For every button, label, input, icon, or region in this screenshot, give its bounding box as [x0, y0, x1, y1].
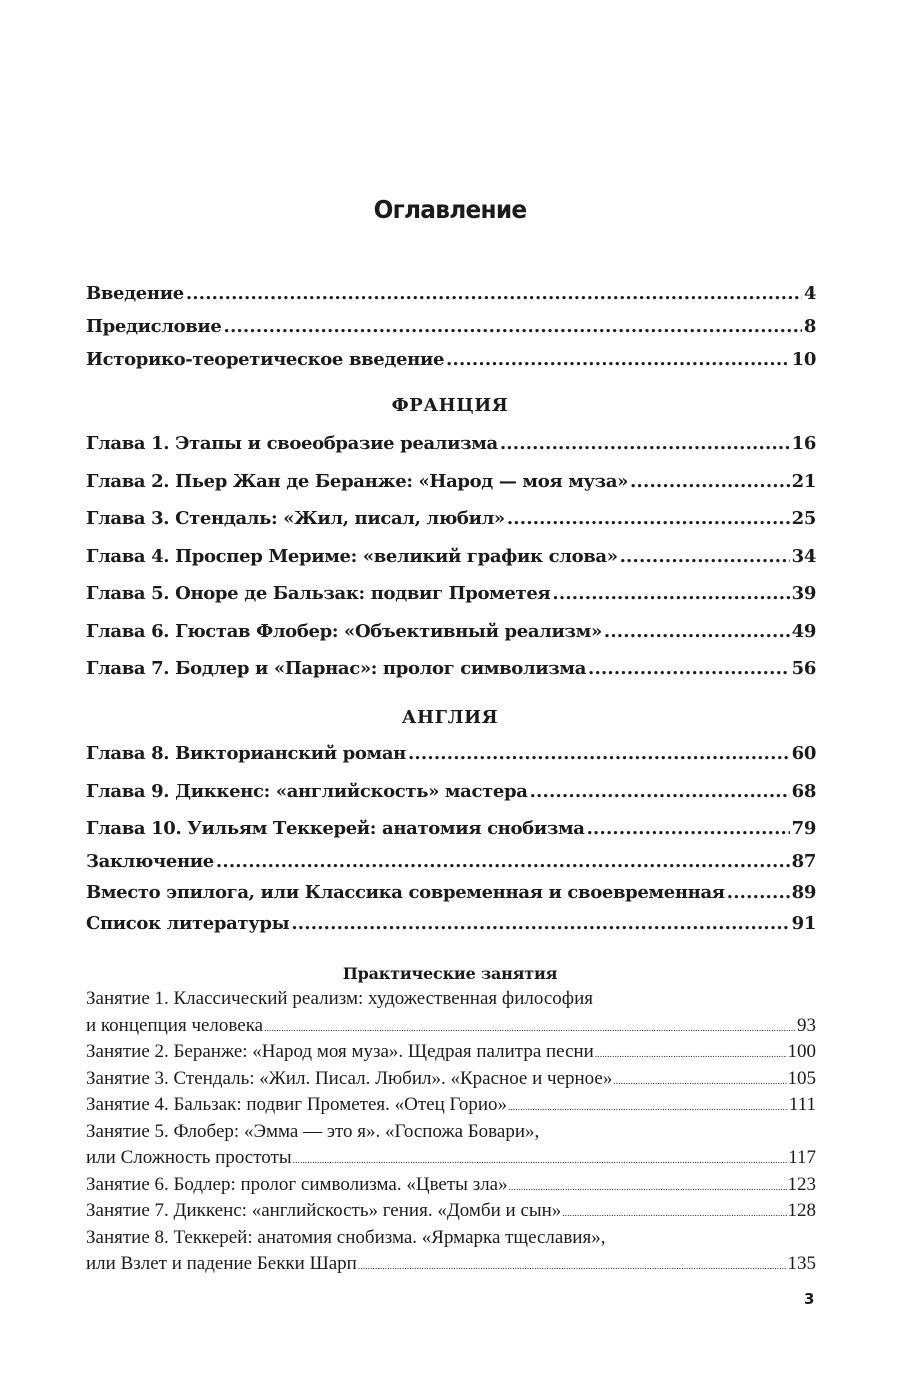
toc-entry-title: Глава 10. Уильям Теккерей: анатомия снобизма	[86, 818, 585, 839]
toc-entry-chapter-9[interactable]	[86, 781, 816, 819]
dot-leader	[224, 316, 802, 337]
toc-entry-page: 117	[788, 1147, 816, 1168]
dot-leader	[630, 471, 790, 492]
toc-entry-chapter-7[interactable]	[86, 658, 816, 696]
toc-england-block	[86, 743, 816, 944]
toc-practice-8[interactable]	[86, 1253, 816, 1280]
toc-entry-title: Глава 6. Гюстав Флобер: «Объективный реализм»	[86, 620, 602, 642]
toc-entry-title: Глава 4. Проспер Мериме: «великий график слова»	[86, 545, 618, 567]
toc-entry-page: 79	[791, 818, 816, 839]
dot-leader	[613, 1076, 786, 1086]
toc-entry-page: 10	[791, 349, 816, 370]
dot-leader	[509, 1182, 787, 1192]
toc-entry-page: 68	[791, 780, 816, 802]
dot-leader	[500, 433, 790, 454]
toc-entry-title: или Сложность простоты	[86, 1147, 292, 1168]
toc-practice-6[interactable]	[86, 1174, 816, 1201]
toc-practice-8-line[interactable]: Занятие 8. Теккерей: анатомия снобизма. «Ярмарка тщеславия»,	[86, 1226, 606, 1248]
toc-entry-title: Заключение	[86, 851, 214, 872]
dot-leader	[291, 913, 789, 934]
toc-entry-title: Занятие 2. Беранже: «Народ моя муза». Щедрая палитра песни	[86, 1041, 594, 1062]
toc-entry-title: Занятие 3. Стендаль: «Жил. Писал. Любил». «Красное и черное»	[86, 1067, 613, 1089]
dot-leader	[620, 546, 790, 567]
toc-entry-preface[interactable]	[86, 316, 816, 349]
toc-entry-page: 93	[797, 1014, 816, 1036]
dot-leader	[264, 1023, 796, 1033]
toc-entry-page: 16	[791, 433, 816, 454]
toc-entry-epilogue[interactable]	[86, 882, 816, 913]
toc-intro-block	[86, 283, 816, 382]
toc-entry-title: Введение	[86, 283, 184, 304]
toc-entry-historical-intro[interactable]	[86, 349, 816, 382]
toc-entry-title: Глава 5. Оноре де Бальзак: подвиг Прометея	[86, 583, 551, 604]
section-heading-france: ФРАНЦИЯ	[391, 395, 509, 416]
toc-practice-5-line[interactable]: Занятие 5. Флобер: «Эмма — это я». «Госпожа Бовари»,	[86, 1120, 540, 1142]
toc-entry-chapter-1[interactable]	[86, 433, 816, 471]
toc-entry-title: Глава 1. Этапы и своеобразие реализма	[86, 433, 498, 454]
toc-entry-page: 128	[787, 1200, 816, 1221]
toc-entry-page: 34	[791, 545, 816, 567]
toc-entry-title: Занятие 6. Бодлер: пролог символизма. «Цветы зла»	[86, 1173, 508, 1195]
toc-entry-chapter-5[interactable]	[86, 583, 816, 621]
toc-france-block	[86, 433, 816, 696]
toc-entry-title: или Взлет и падение Бекки Шарп	[86, 1253, 357, 1274]
dot-leader	[588, 658, 790, 679]
toc-entry-title: Глава 8. Викторианский роман	[86, 743, 406, 764]
dot-leader	[358, 1261, 787, 1271]
dot-leader	[408, 743, 790, 764]
toc-entry-page: 49	[791, 620, 816, 642]
toc-practice-1-line[interactable]: Занятие 1. Классический реализм: художественная философия	[86, 988, 593, 1009]
dot-leader	[216, 851, 790, 872]
dot-leader	[604, 621, 790, 642]
toc-entry-page: 56	[791, 658, 816, 679]
toc-entry-page: 21	[791, 470, 816, 492]
toc-entry-page: 39	[791, 583, 816, 604]
toc-entry-chapter-3[interactable]	[86, 508, 816, 546]
toc-entry-chapter-4[interactable]	[86, 546, 816, 584]
toc-entry-page: 123	[787, 1173, 816, 1195]
toc-practice-1[interactable]	[86, 1015, 816, 1042]
toc-entry-title: Список литературы	[86, 913, 290, 934]
practice-heading: Практические занятия	[342, 964, 558, 983]
page-number: 3	[804, 1290, 815, 1308]
dot-leader	[562, 1208, 786, 1218]
toc-entry-chapter-2[interactable]	[86, 471, 816, 509]
dot-leader	[595, 1049, 787, 1059]
toc-entry-page: 60	[791, 743, 816, 764]
toc-practice-7[interactable]	[86, 1200, 816, 1227]
toc-entry-title: Занятие 7. Диккенс: «английскость» гения. «Домби и сын»	[86, 1200, 562, 1221]
toc-entry-page: 87	[791, 851, 816, 872]
toc-entry-page: 8	[803, 316, 816, 337]
toc-entry-page: 100	[787, 1041, 816, 1062]
toc-entry-page: 135	[787, 1253, 816, 1274]
toc-entry-page: 111	[788, 1094, 816, 1115]
section-heading-england: АНГЛИЯ	[401, 707, 499, 728]
toc-entry-title: Вместо эпилога, или Классика современная и своевременная	[86, 882, 725, 903]
dot-leader	[530, 781, 790, 802]
toc-entry-page: 25	[791, 508, 816, 529]
dot-leader	[446, 349, 790, 370]
toc-entry-title: Глава 9. Диккенс: «английскость» мастера	[86, 780, 528, 802]
toc-entry-title: Глава 3. Стендаль: «Жил, писал, любил»	[86, 508, 505, 529]
dot-leader	[727, 882, 790, 903]
toc-entry-title: Историко-теоретическое введение	[86, 349, 445, 370]
toc-practice-5[interactable]	[86, 1147, 816, 1174]
toc-entry-title: и концепция человека	[86, 1014, 264, 1036]
dot-leader	[507, 508, 790, 529]
toc-entry-introduction[interactable]	[86, 283, 816, 316]
toc-entry-page: 105	[787, 1067, 816, 1089]
dot-leader	[508, 1102, 788, 1112]
toc-entry-page: 4	[803, 283, 816, 304]
toc-practice-2[interactable]	[86, 1041, 816, 1068]
toc-entry-chapter-10[interactable]	[86, 818, 816, 851]
toc-entry-bibliography[interactable]	[86, 913, 816, 944]
toc-entry-page: 89	[791, 882, 816, 903]
toc-entry-page: 91	[791, 913, 816, 934]
toc-entry-conclusion[interactable]	[86, 851, 816, 882]
toc-entry-title: Глава 2. Пьер Жан де Беранже: «Народ — моя муза»	[86, 470, 629, 492]
toc-entry-title: Занятие 4. Бальзак: подвиг Прометея. «Отец Горио»	[86, 1094, 507, 1115]
toc-entry-chapter-8[interactable]	[86, 743, 816, 781]
dot-leader	[587, 818, 790, 839]
dot-leader	[552, 583, 789, 604]
toc-practice-4[interactable]	[86, 1094, 816, 1121]
toc-entry-title: Глава 7. Бодлер и «Парнас»: пролог символизма	[86, 658, 587, 679]
toc-entry-title: Предисловие	[86, 316, 222, 337]
toc-practice-block	[86, 988, 816, 1280]
dot-leader	[186, 283, 802, 304]
page-title: Оглавление	[373, 195, 527, 224]
toc-entry-chapter-6[interactable]	[86, 621, 816, 659]
toc-practice-3[interactable]	[86, 1068, 816, 1095]
dot-leader	[293, 1155, 788, 1165]
